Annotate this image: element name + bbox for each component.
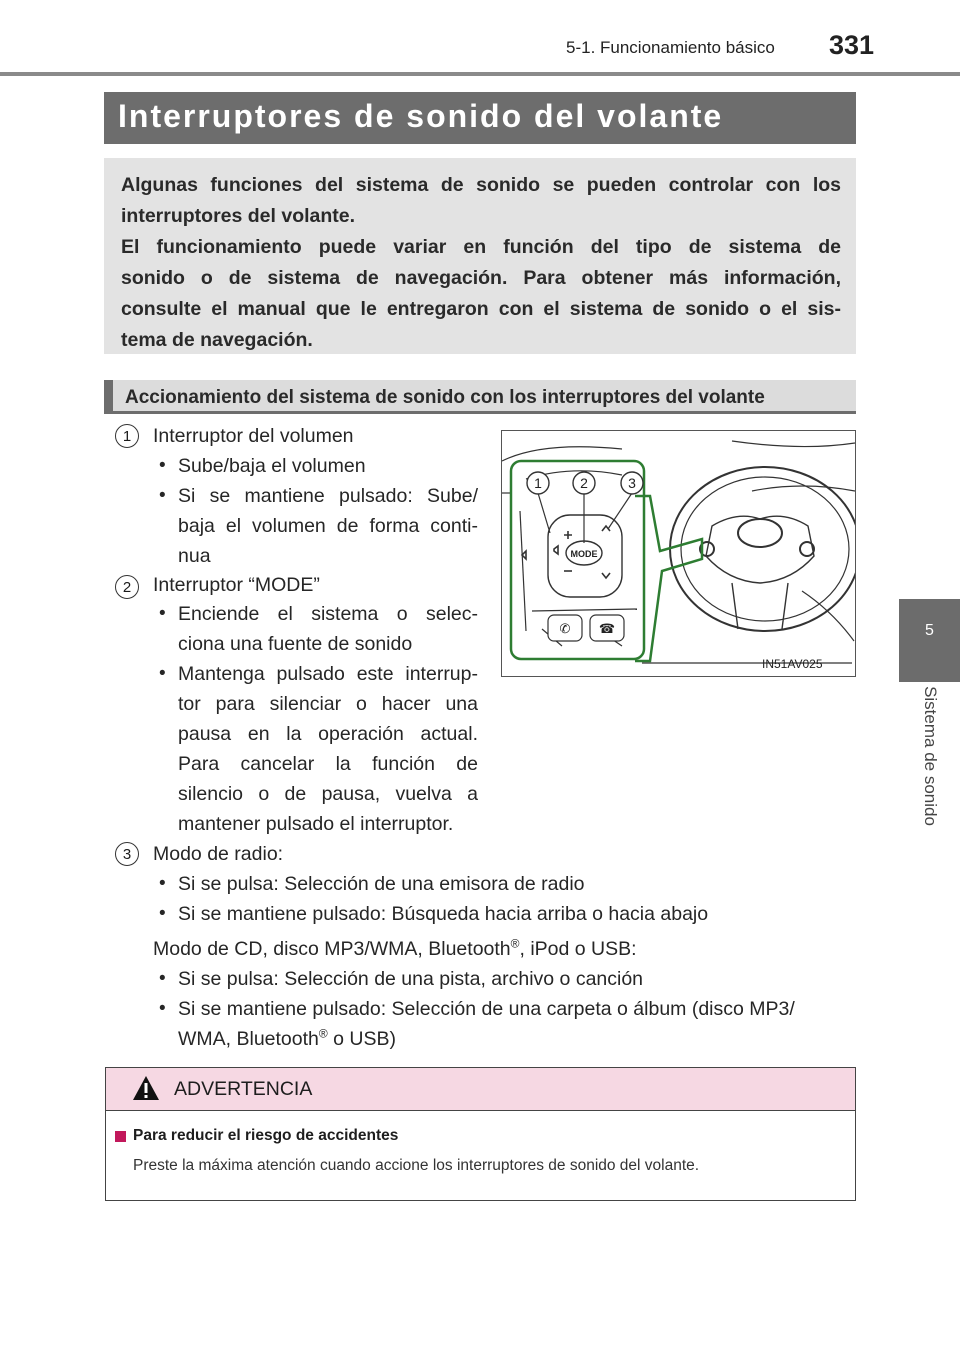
item-2-bullet-2-line: silencio o de pausa, vuelva a xyxy=(178,783,478,805)
warning-square-bullet-icon xyxy=(115,1131,126,1142)
bullet: • xyxy=(159,603,166,624)
steering-wheel-illustration xyxy=(502,431,855,676)
item-1-bullet-1: Sube/baja el volumen xyxy=(178,455,366,477)
cd-bullet-2-line: Si se mantiene pulsado: Selección de una carpeta o álbum (disco MP3/ xyxy=(178,998,795,1020)
intro-text xyxy=(121,170,841,356)
chapter-tab[interactable] xyxy=(899,599,960,682)
warning-triangle-icon xyxy=(131,1074,161,1102)
chapter-name: Sistema de sonido xyxy=(921,686,940,826)
registered-mark: ® xyxy=(318,1026,328,1041)
item-2-bullet-2-line: Mantenga pulsado este interrup- xyxy=(178,663,478,685)
warning-body: Preste la máxima atención cuando accione los interruptores de sonido del volante. xyxy=(133,1157,700,1174)
cd-mode-title-b: , iPod o USB: xyxy=(519,938,637,960)
chapter-number: 5 xyxy=(925,622,934,639)
warning-subheading: Para reducir el riesgo de accidentes xyxy=(133,1127,399,1144)
item-2-bullet-2-line: tor para silenciar o hacer una xyxy=(178,693,478,715)
item-2-bullet-2-line: pausa en la operación actual. xyxy=(178,723,478,745)
figure-code: IN51AV025 xyxy=(762,657,823,671)
bullet: • xyxy=(159,663,166,684)
item-number-2: 2 xyxy=(115,575,139,599)
bullet: • xyxy=(159,873,166,894)
callout-3: 3 xyxy=(628,475,636,491)
item-2-bullet-1-line: ciona una fuente de sonido xyxy=(178,633,413,655)
intro-line: sonido o de sistema de navegación. Para obtener más información, xyxy=(121,267,841,289)
item-1-bullet-2-line: baja el volumen de forma conti- xyxy=(178,515,478,537)
radio-bullet-1: Si se pulsa: Selección de una emisora de radio xyxy=(178,873,585,895)
header-section-title: 5-1. Funcionamiento básico xyxy=(566,38,775,57)
item-2-bullet-1-line: Enciende el sistema o selec- xyxy=(178,603,478,625)
item-1-bullet-2-line: nua xyxy=(178,545,211,567)
cd-mode-title xyxy=(153,934,637,964)
radio-mode-title: Modo de radio: xyxy=(153,843,284,865)
registered-mark: ® xyxy=(510,936,520,951)
item-1-bullet-2-line: Si se mantiene pulsado: Sube/ xyxy=(178,485,478,507)
phone-off-hook-icon: ☎ xyxy=(598,621,616,636)
cd-bullet-2-line-a: WMA, Bluetooth xyxy=(178,1028,319,1050)
bullet: • xyxy=(159,998,166,1019)
intro-line: tema de navegación. xyxy=(121,329,313,351)
intro-line: consulte el manual que le entregaron con el sistema de sonido o el sis- xyxy=(121,298,841,320)
radio-bullet-2: Si se mantiene pulsado: Búsqueda hacia arriba o hacia abajo xyxy=(178,903,709,925)
bullet: • xyxy=(159,455,166,476)
cd-bullet-2-line xyxy=(178,1024,396,1054)
item-2-bullet-2-line: mantener pulsado el interruptor. xyxy=(178,813,454,835)
intro-line: interruptores del volante. xyxy=(121,205,356,227)
cd-bullet-1: Si se pulsa: Selección de una pista, archivo o canción xyxy=(178,968,644,990)
cd-mode-title-a: Modo de CD, disco MP3/WMA, Bluetooth xyxy=(153,938,511,960)
item-2-bullet-2-line: Para cancelar la función de xyxy=(178,753,478,775)
item-1-title: Interruptor del volumen xyxy=(153,425,354,447)
warning-title: ADVERTENCIA xyxy=(174,1078,313,1100)
cd-bullet-2-line-b: o USB) xyxy=(327,1028,397,1050)
intro-line: El funcionamiento puede variar en función del tipo de sistema de xyxy=(121,236,841,258)
mode-label: MODE xyxy=(570,549,598,559)
callout-1: 1 xyxy=(534,475,542,491)
intro-line: Algunas funciones del sistema de sonido se pueden controlar con los xyxy=(121,174,841,196)
item-number-1: 1 xyxy=(115,424,139,448)
bullet: • xyxy=(159,903,166,924)
bullet: • xyxy=(159,485,166,506)
item-2-title: Interruptor “MODE” xyxy=(153,574,320,596)
steering-switch-figure xyxy=(501,430,856,677)
phone-on-hook-icon: ✆ xyxy=(559,621,571,636)
section-heading-accent xyxy=(104,380,113,414)
page-number: 331 xyxy=(829,30,875,60)
page-title: Interruptores de sonido del volante xyxy=(118,98,724,134)
section-heading: Accionamiento del sistema de sonido con los interruptores del volante xyxy=(125,387,765,408)
callout-2: 2 xyxy=(580,475,588,491)
header-rule xyxy=(0,72,960,76)
bullet: • xyxy=(159,968,166,989)
item-number-3: 3 xyxy=(115,842,139,866)
